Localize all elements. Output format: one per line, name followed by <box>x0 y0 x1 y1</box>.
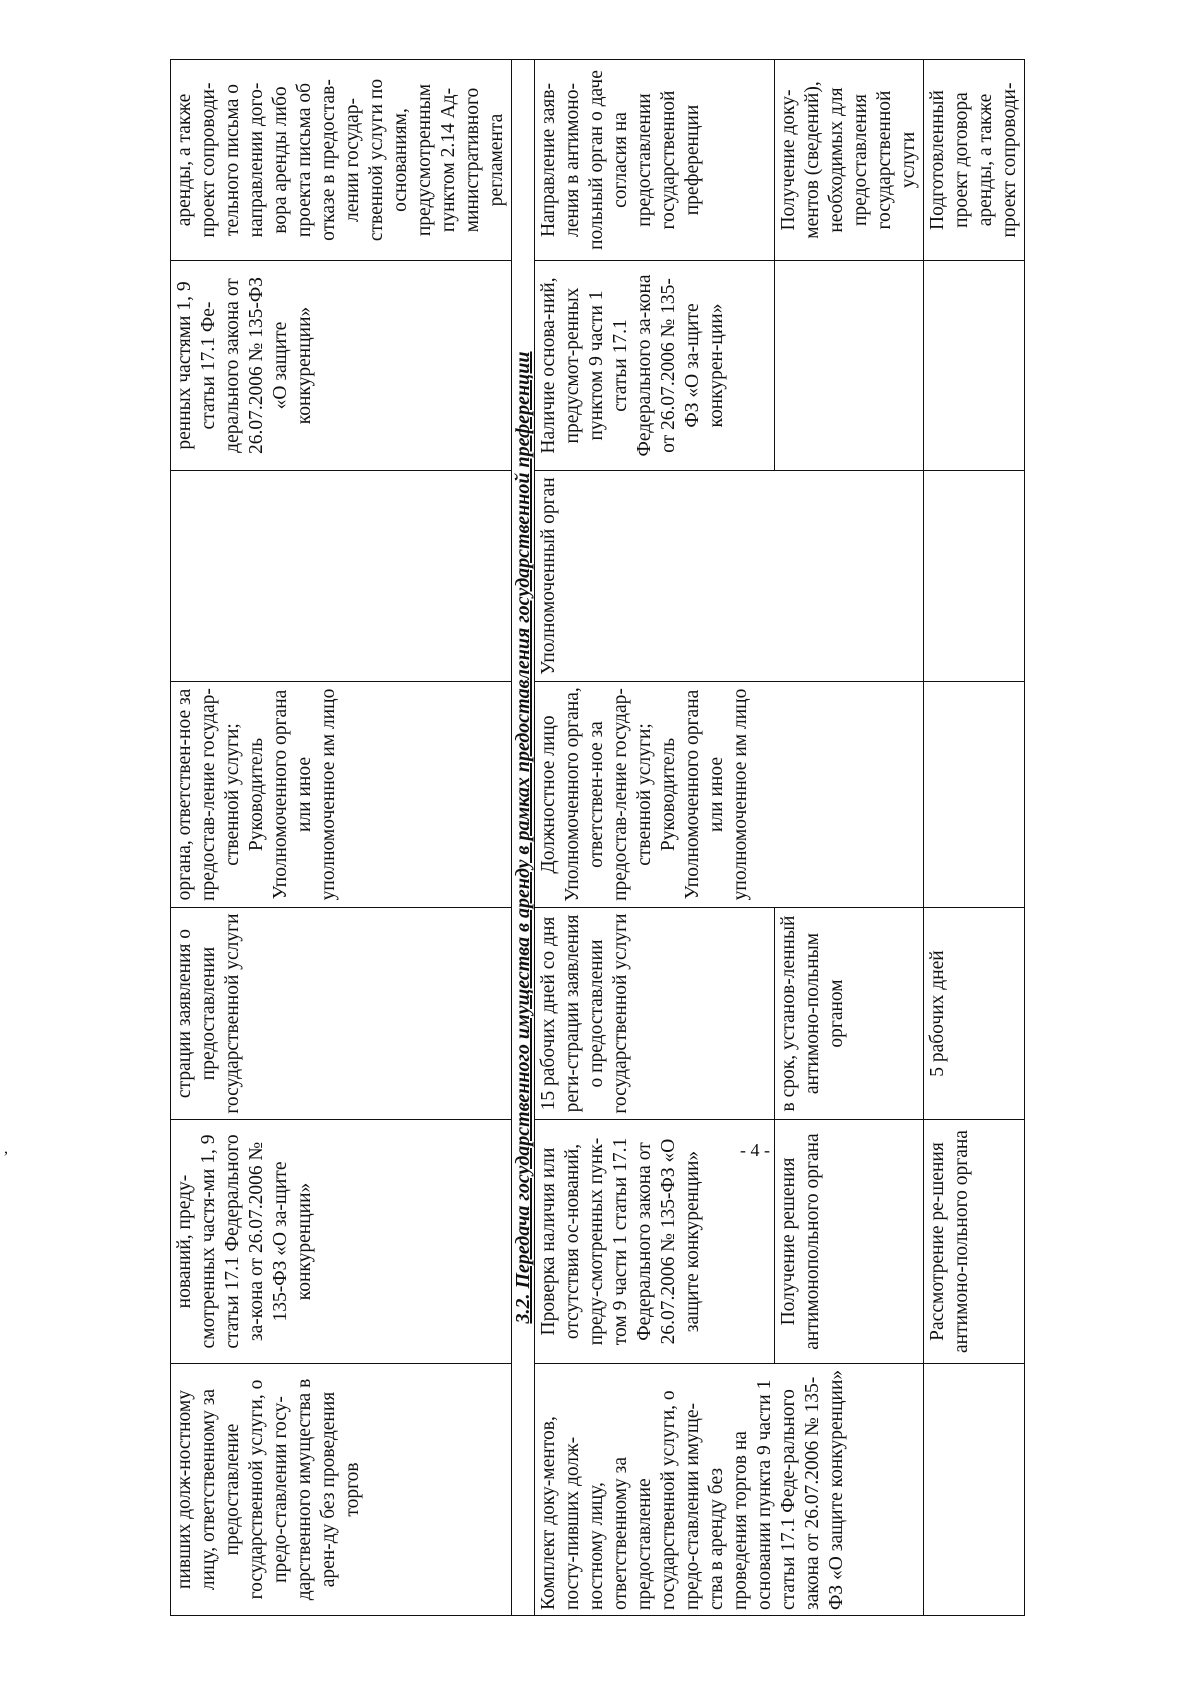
cell-criteria <box>775 261 924 471</box>
cell-documents: пивших долж-ностному лицу, ответственному за предоставление государственной услуги, о предо-ставлении госу-дарственного имущества в арен-ду без проведения торгов <box>171 1364 512 1616</box>
table-row <box>171 60 512 1616</box>
section-row <box>512 60 535 1616</box>
table-row <box>924 60 1025 1616</box>
cell-term: 5 рабочих дней <box>924 908 1025 1120</box>
cell-place <box>171 471 512 682</box>
cell-responsible: органа, ответствен-ное за предостав-ление государ-ственной услуги; Руководитель Уполномоченного органа или иное уполномоченное им лицо <box>171 682 512 908</box>
table-row <box>535 60 775 1616</box>
cell-result: Подготовленный проект договора аренды, а также проект сопроводи- <box>924 60 1025 261</box>
cell-criteria <box>924 261 1025 471</box>
cell-criteria: Наличие основа-ний, предусмот-ренных пунктом 9 части 1 статьи 17.1 Федерального за-кона от 26.07.2006 № 135-ФЗ «О за-щите конкурен-ции» <box>535 261 775 471</box>
cell-term: страции заявления о предоставлении государственной услуги <box>171 908 512 1120</box>
cell-action: Получение решения антимонопольного органа <box>775 1120 924 1364</box>
cell-result: Получение доку-ментов (сведений), необходимых для предоставления государственной услуги <box>775 60 924 261</box>
cell-action: Проверка наличия или отсутствия ос-нований, преду-смотренных пунк-том 9 части 1 статьи 17.1 Федерального закона от 26.07.2006 № 135-ФЗ «О защите конкуренции» <box>535 1120 775 1364</box>
cell-criteria: ренных частями 1, 9 статьи 17.1 Фе-дерального закона от 26.07.2006 № 135-ФЗ «О защите конкуренции» <box>171 261 512 471</box>
cell-term: в срок, установ-ленный антимоно-польным органом <box>775 908 924 1120</box>
cell-place <box>924 471 1025 682</box>
cell-documents: Комплект доку-ментов, посту-пивших долж-ностному лицу, ответственному за предоставление государственной услуги, о предо-ставлении имуще-ства в аренду без проведения торгов на основании пункта 9 части 1 статьи 17.1 Феде-рального закона от 26.07.2006 № 135-ФЗ «О защите конкуренции» <box>535 1364 924 1616</box>
cell-place: Уполномоченный орган <box>535 471 924 682</box>
cell-action: нований, преду-смотренных частя-ми 1, 9 статьи 17.1 Федерального за-кона от 26.07.2006 № 135-ФЗ «О за-щите конкуренции» <box>171 1120 512 1364</box>
cell-result: Направление заяв-ления в антимоно-польный орган о даче согласия на предоставлении государственной преференции <box>535 60 775 261</box>
margin-mark: , <box>4 1140 8 1157</box>
cell-term: 15 рабочих дней со дня реги-страции заявления о предоставлении государственной услуги <box>535 908 775 1120</box>
procedure-table <box>170 59 1025 1616</box>
cell-responsible: Должностное лицо Уполномоченного органа, ответствен-ное за предостав-ление государ-ственной услуги; Руководитель Уполномоченного органа или иное уполномоченное им лицо <box>535 682 924 908</box>
cell-responsible <box>924 682 1025 908</box>
cell-result: аренды, а также проект сопроводи-тельного письма о направлении дого-вора аренды либо проекта письма об отказе в предостав-лении государ-ственной услуги по основаниям, предусмотренным пунктом 2.14 Ад-министративного регламента <box>171 60 512 261</box>
cell-action: Рассмотрение ре-шения антимоно-польного органа <box>924 1120 1025 1364</box>
cell-documents <box>924 1364 1025 1616</box>
page-number: - 4 - <box>740 1140 770 1160</box>
section-title: 3.2. Передача государственного имущества в аренду в рамках предоставления государственной преференции <box>512 60 535 1616</box>
